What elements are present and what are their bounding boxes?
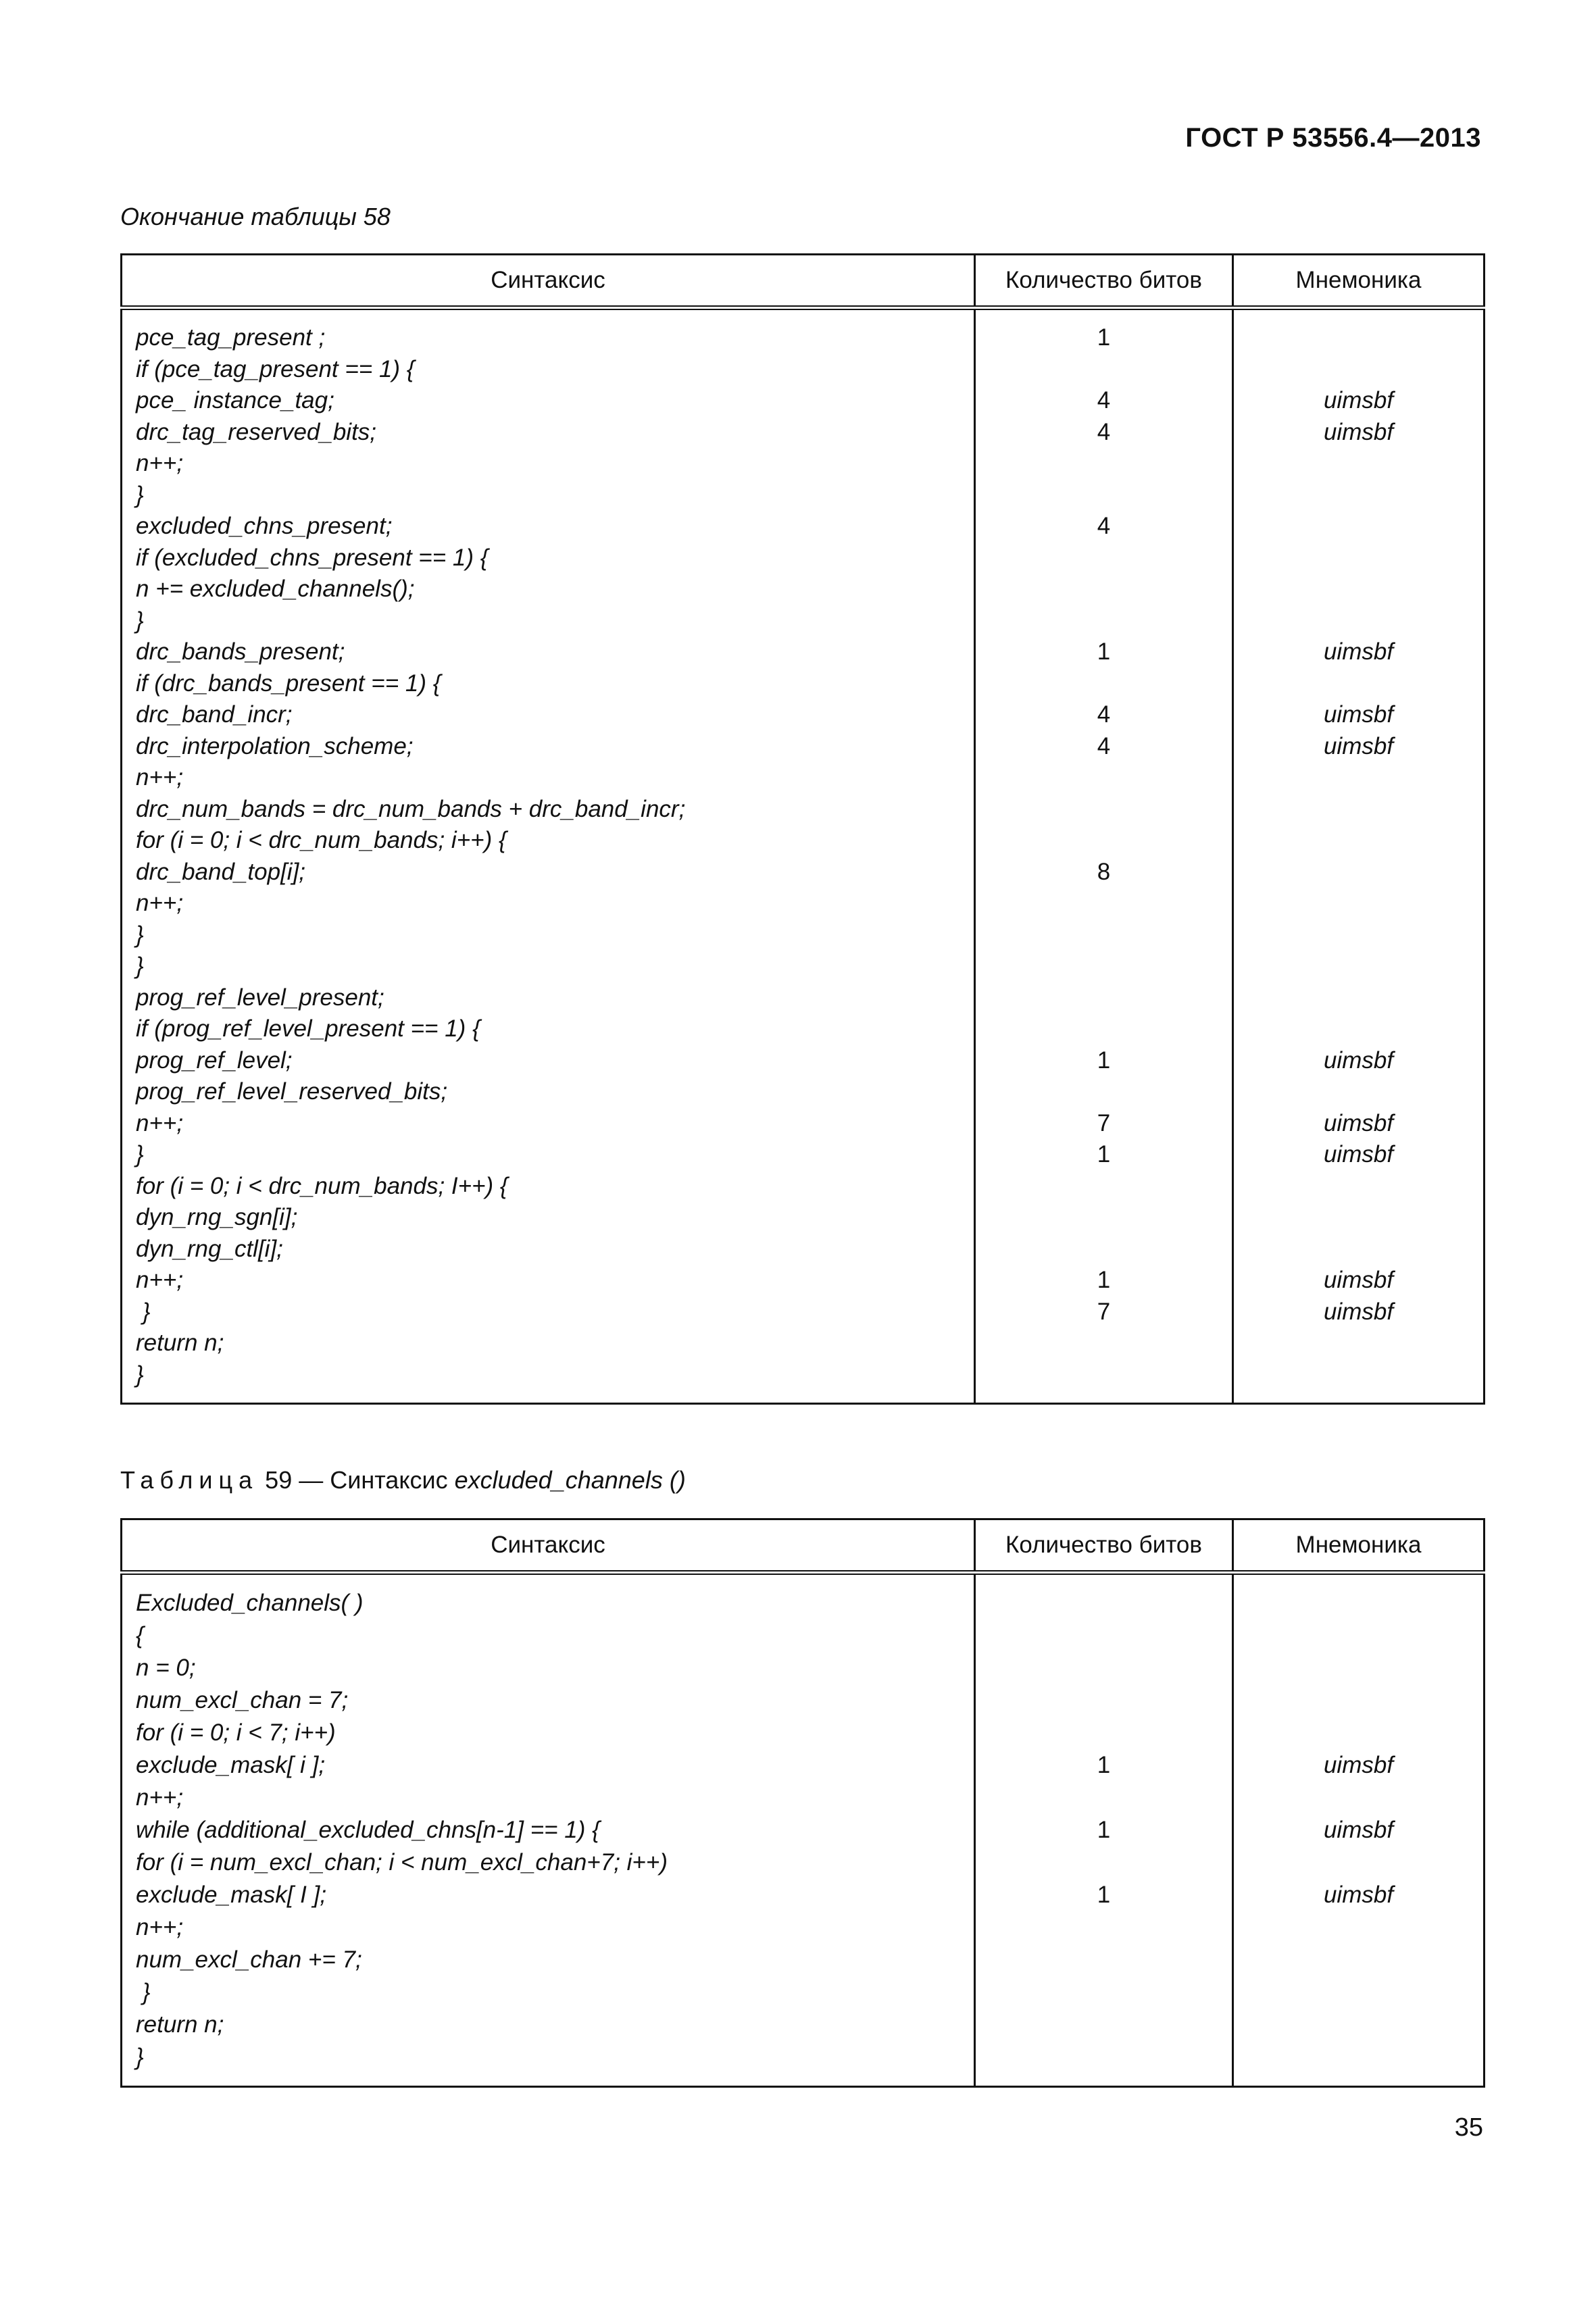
- mnemonic-line: uimsbf: [1323, 1047, 1394, 1074]
- mnemonic-line: [1235, 1684, 1482, 1717]
- bits-line: [976, 1359, 1231, 1391]
- mnemonic-line: [1235, 857, 1482, 888]
- mnemonic-line: [1235, 920, 1482, 951]
- bits-line: 4: [1097, 513, 1111, 539]
- bits-line: [976, 480, 1231, 511]
- syntax-line: if (excluded_chns_present == 1) {: [136, 544, 489, 571]
- bits-line: [976, 982, 1231, 1014]
- mnemonic-line: uimsbf: [1323, 1109, 1394, 1136]
- bits-line: [976, 1328, 1231, 1359]
- bits-line: 1: [1097, 1882, 1111, 1908]
- col-header-syntax: Синтаксис: [122, 1519, 975, 1573]
- mnemonic-column: [1233, 1573, 1485, 2087]
- syntax-line: drc_band_incr;: [136, 701, 293, 728]
- table59-caption: [120, 1466, 686, 1494]
- mnemonic-line: [1235, 1587, 1482, 1619]
- mnemonic-line: uimsbf: [1323, 387, 1394, 413]
- syntax-line: n++;: [136, 1914, 184, 1940]
- syntax-line: excluded_chns_present;: [136, 513, 393, 539]
- mnemonic-line: uimsbf: [1323, 638, 1394, 665]
- mnemonic-line: uimsbf: [1323, 1298, 1394, 1325]
- mnemonic-column: [1233, 308, 1485, 1404]
- mnemonic-line: [1235, 888, 1482, 920]
- syntax-line: if (prog_ref_level_present == 1) {: [136, 1015, 480, 1042]
- col-header-bits: Количество битов: [975, 255, 1233, 308]
- col-header-mnemonic: Мнемоника: [1233, 1519, 1485, 1573]
- bits-line: [976, 920, 1231, 951]
- syntax-line: drc_band_top[i];: [136, 858, 306, 885]
- bits-line: [976, 1171, 1231, 1203]
- syntax-line: n += excluded_channels();: [136, 576, 415, 602]
- bits-line: [976, 354, 1231, 386]
- syntax-line: n++;: [136, 450, 184, 476]
- syntax-line: return n;: [136, 2011, 224, 2038]
- bits-line: [976, 951, 1231, 982]
- bits-line: [976, 794, 1231, 826]
- bits-column: [975, 308, 1233, 1404]
- syntax-column: [122, 308, 975, 1404]
- syntax-line: }: [136, 953, 144, 979]
- syntax-line: pce_tag_present ;: [136, 324, 326, 351]
- syntax-line: n++;: [136, 764, 184, 790]
- bits-line: [976, 1652, 1231, 1684]
- bits-line: [976, 888, 1231, 920]
- bits-line: [976, 1911, 1231, 1944]
- bits-line: [976, 762, 1231, 794]
- mnemonic-line: [1235, 1202, 1482, 1234]
- mnemonic-line: [1235, 1846, 1482, 1879]
- mnemonic-line: [1235, 1976, 1482, 2009]
- syntax-line: drc_tag_reserved_bits;: [136, 418, 377, 445]
- syntax-line: prog_ref_level;: [136, 1047, 293, 1074]
- syntax-line: {: [136, 1622, 144, 1649]
- syntax-line: n++;: [136, 1109, 184, 1136]
- mnemonic-line: uimsbf: [1323, 418, 1394, 445]
- mnemonic-line: uimsbf: [1323, 701, 1394, 728]
- mnemonic-line: [1235, 1944, 1482, 1976]
- syntax-line: num_excl_chan = 7;: [136, 1687, 349, 1713]
- syntax-line: return n;: [136, 1330, 224, 1356]
- mnemonic-line: [1235, 511, 1482, 543]
- mnemonic-line: [1235, 1328, 1482, 1359]
- syntax-line: drc_bands_present;: [136, 638, 345, 665]
- bits-line: [976, 1846, 1231, 1879]
- bits-line: 8: [1097, 858, 1111, 885]
- syntax-line: if (drc_bands_present == 1) {: [136, 670, 441, 697]
- syntax-line: drc_num_bands = drc_num_bands + drc_band_incr;: [136, 795, 686, 822]
- syntax-line: dyn_rng_ctl[i];: [136, 1235, 283, 1262]
- syntax-line: n++;: [136, 1267, 184, 1293]
- syntax-column: [122, 1573, 975, 2087]
- mnemonic-line: [1235, 322, 1482, 354]
- syntax-line: }: [136, 1141, 144, 1167]
- mnemonic-line: uimsbf: [1323, 1882, 1394, 1908]
- syntax-line: prog_ref_level_present;: [136, 984, 384, 1011]
- bits-line: 1: [1097, 1752, 1111, 1778]
- bits-line: [976, 1944, 1231, 1976]
- bits-line: [976, 2041, 1231, 2073]
- bits-line: [976, 1717, 1231, 1749]
- col-header-syntax: Синтаксис: [122, 255, 975, 308]
- syntax-line: pce_ instance_tag;: [136, 387, 334, 413]
- table59-caption-name: excluded_channels (): [454, 1466, 686, 1494]
- mnemonic-line: [1235, 2041, 1482, 2073]
- bits-line: 7: [1097, 1298, 1111, 1325]
- mnemonic-line: [1235, 1234, 1482, 1265]
- bits-line: 4: [1097, 418, 1111, 445]
- standard-code: ГОСТ Р 53556.4—2013: [1185, 123, 1481, 153]
- mnemonic-line: uimsbf: [1323, 1267, 1394, 1293]
- mnemonic-line: [1235, 825, 1482, 857]
- col-header-bits: Количество битов: [975, 1519, 1233, 1573]
- mnemonic-line: [1235, 1652, 1482, 1684]
- col-header-mnemonic: Мнемоника: [1233, 255, 1485, 308]
- mnemonic-line: [1235, 951, 1482, 982]
- syntax-line: num_excl_chan += 7;: [136, 1946, 362, 1973]
- bits-line: 1: [1097, 638, 1111, 665]
- syntax-line: }: [136, 1979, 151, 2005]
- syntax-line: n++;: [136, 890, 184, 916]
- syntax-line: for (i = 0; i < drc_num_bands; I++) {: [136, 1172, 508, 1199]
- mnemonic-line: [1235, 543, 1482, 574]
- table59-caption-prefix: Таблица: [120, 1466, 259, 1494]
- bits-line: [976, 2009, 1231, 2041]
- syntax-line: for (i = num_excl_chan; i < num_excl_chan+7; i++): [136, 1849, 668, 1876]
- mnemonic-line: [1235, 1717, 1482, 1749]
- mnemonic-line: [1235, 448, 1482, 480]
- mnemonic-line: uimsbf: [1323, 732, 1394, 759]
- bits-line: [976, 1013, 1231, 1045]
- bits-line: [976, 668, 1231, 700]
- bits-line: 4: [1097, 732, 1111, 759]
- bits-line: [976, 543, 1231, 574]
- syntax-line: exclude_mask[ i ];: [136, 1752, 326, 1778]
- mnemonic-line: [1235, 1782, 1482, 1814]
- mnemonic-line: [1235, 794, 1482, 826]
- syntax-line: while (additional_excluded_chns[n-1] == 1) {: [136, 1817, 600, 1843]
- bits-line: 1: [1097, 324, 1111, 351]
- mnemonic-line: [1235, 1359, 1482, 1391]
- bits-line: [976, 1619, 1231, 1652]
- syntax-line: exclude_mask[ I ];: [136, 1882, 327, 1908]
- bits-line: 1: [1097, 1817, 1111, 1843]
- mnemonic-line: [1235, 1076, 1482, 1108]
- syntax-line: }: [136, 2044, 144, 2070]
- bits-column: [975, 1573, 1233, 2087]
- table58-caption: Окончание таблицы 58: [120, 203, 391, 230]
- syntax-line: dyn_rng_sgn[i];: [136, 1204, 298, 1230]
- bits-line: 4: [1097, 387, 1111, 413]
- table-59: [120, 1518, 1485, 2088]
- mnemonic-line: [1235, 1619, 1482, 1652]
- bits-line: 1: [1097, 1141, 1111, 1167]
- bits-line: [976, 448, 1231, 480]
- bits-line: [976, 1782, 1231, 1814]
- bits-line: [976, 1234, 1231, 1265]
- mnemonic-line: [1235, 1013, 1482, 1045]
- bits-line: [976, 825, 1231, 857]
- bits-line: [976, 1076, 1231, 1108]
- bits-line: 1: [1097, 1047, 1111, 1074]
- syntax-line: if (pce_tag_present == 1) {: [136, 355, 415, 382]
- syntax-line: n = 0;: [136, 1655, 196, 1681]
- bits-line: [976, 1684, 1231, 1717]
- syntax-line: for (i = 0; i < 7; i++): [136, 1719, 336, 1746]
- mnemonic-line: [1235, 762, 1482, 794]
- mnemonic-line: [1235, 574, 1482, 605]
- syntax-line: Excluded_channels( ): [136, 1590, 364, 1616]
- bits-line: [976, 1587, 1231, 1619]
- mnemonic-line: uimsbf: [1323, 1817, 1394, 1843]
- bits-line: 1: [1097, 1267, 1111, 1293]
- syntax-line: drc_interpolation_scheme;: [136, 732, 414, 759]
- mnemonic-line: [1235, 605, 1482, 637]
- syntax-line: }: [136, 607, 144, 634]
- mnemonic-line: [1235, 982, 1482, 1014]
- bits-line: [976, 1202, 1231, 1234]
- syntax-line: n++;: [136, 1784, 184, 1811]
- table59-caption-number: 59 — Синтаксис: [265, 1466, 448, 1494]
- page-number: 35: [1454, 2113, 1483, 2142]
- syntax-line: prog_ref_level_reserved_bits;: [136, 1078, 448, 1105]
- mnemonic-line: [1235, 1171, 1482, 1203]
- mnemonic-line: [1235, 480, 1482, 511]
- bits-line: [976, 605, 1231, 637]
- mnemonic-line: [1235, 354, 1482, 386]
- syntax-line: }: [136, 481, 144, 508]
- mnemonic-line: [1235, 2009, 1482, 2041]
- mnemonic-line: [1235, 1911, 1482, 1944]
- syntax-line: }: [136, 1298, 151, 1325]
- syntax-line: }: [136, 921, 144, 948]
- bits-line: [976, 574, 1231, 605]
- bits-line: [976, 1976, 1231, 2009]
- syntax-line: for (i = 0; i < drc_num_bands; i++) {: [136, 827, 507, 853]
- bits-line: 4: [1097, 701, 1111, 728]
- bits-line: 7: [1097, 1109, 1111, 1136]
- mnemonic-line: uimsbf: [1323, 1752, 1394, 1778]
- syntax-line: }: [136, 1361, 144, 1388]
- mnemonic-line: [1235, 668, 1482, 700]
- mnemonic-line: uimsbf: [1323, 1141, 1394, 1167]
- table-58: [120, 253, 1485, 1405]
